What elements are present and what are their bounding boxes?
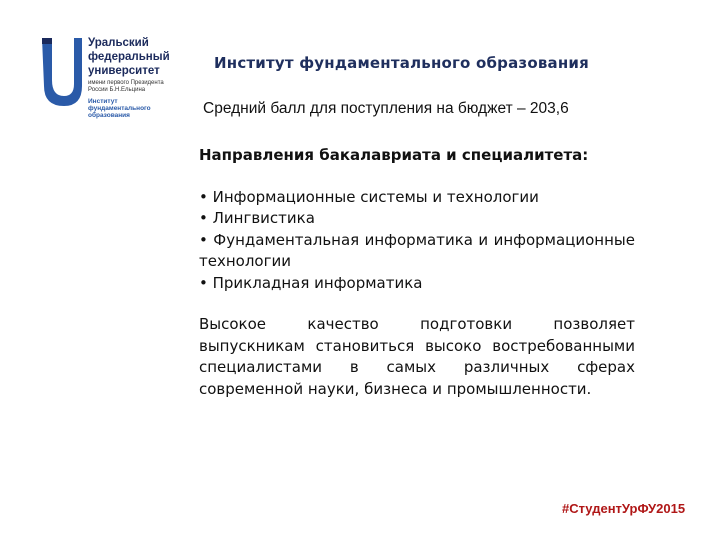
logo-subtitle-line1: имени первого Президента: [88, 80, 164, 86]
logo-institute-line3: образования: [88, 112, 130, 119]
logo-institute-line2: фундаментального: [88, 105, 151, 112]
logo-text-line1: Уральский: [88, 37, 149, 49]
urfu-logo-mark-icon: [40, 34, 84, 124]
list-item: • Лингвистика: [199, 209, 315, 227]
list-item: • Прикладная информатика: [199, 273, 423, 292]
description-paragraph: Высокое качество подготовки позволяет выпускникам становиться высоко востребованными специалистами в самых различных сферах современной науки, бизнеса и промышленности.: [199, 315, 635, 398]
list-item: • Информационные системы и технологии: [199, 187, 539, 206]
programs-heading: Направления бакалавриата и специалитета:: [199, 146, 589, 164]
slide-title: Институт фундаментального образования: [214, 54, 589, 72]
programs-list: [199, 187, 635, 295]
university-logo: [40, 34, 190, 129]
logo-subtitle-line2: России Б.Н.Ельцина: [88, 87, 146, 93]
average-score-text: Средний балл для поступления на бюджет – 203,6: [203, 100, 569, 117]
logo-institute-name: [88, 98, 151, 119]
logo-text-line3: университет: [88, 65, 160, 77]
hashtag-text: #СтудентУрФУ2015: [562, 501, 686, 516]
slide-content: [199, 145, 635, 400]
list-item: • Фундаментальная информатика и информационные технологии: [199, 230, 635, 270]
logo-subtitle: [88, 80, 164, 94]
logo-text-line2: федеральный: [88, 51, 170, 63]
logo-institute-line1: Институт: [88, 98, 118, 105]
